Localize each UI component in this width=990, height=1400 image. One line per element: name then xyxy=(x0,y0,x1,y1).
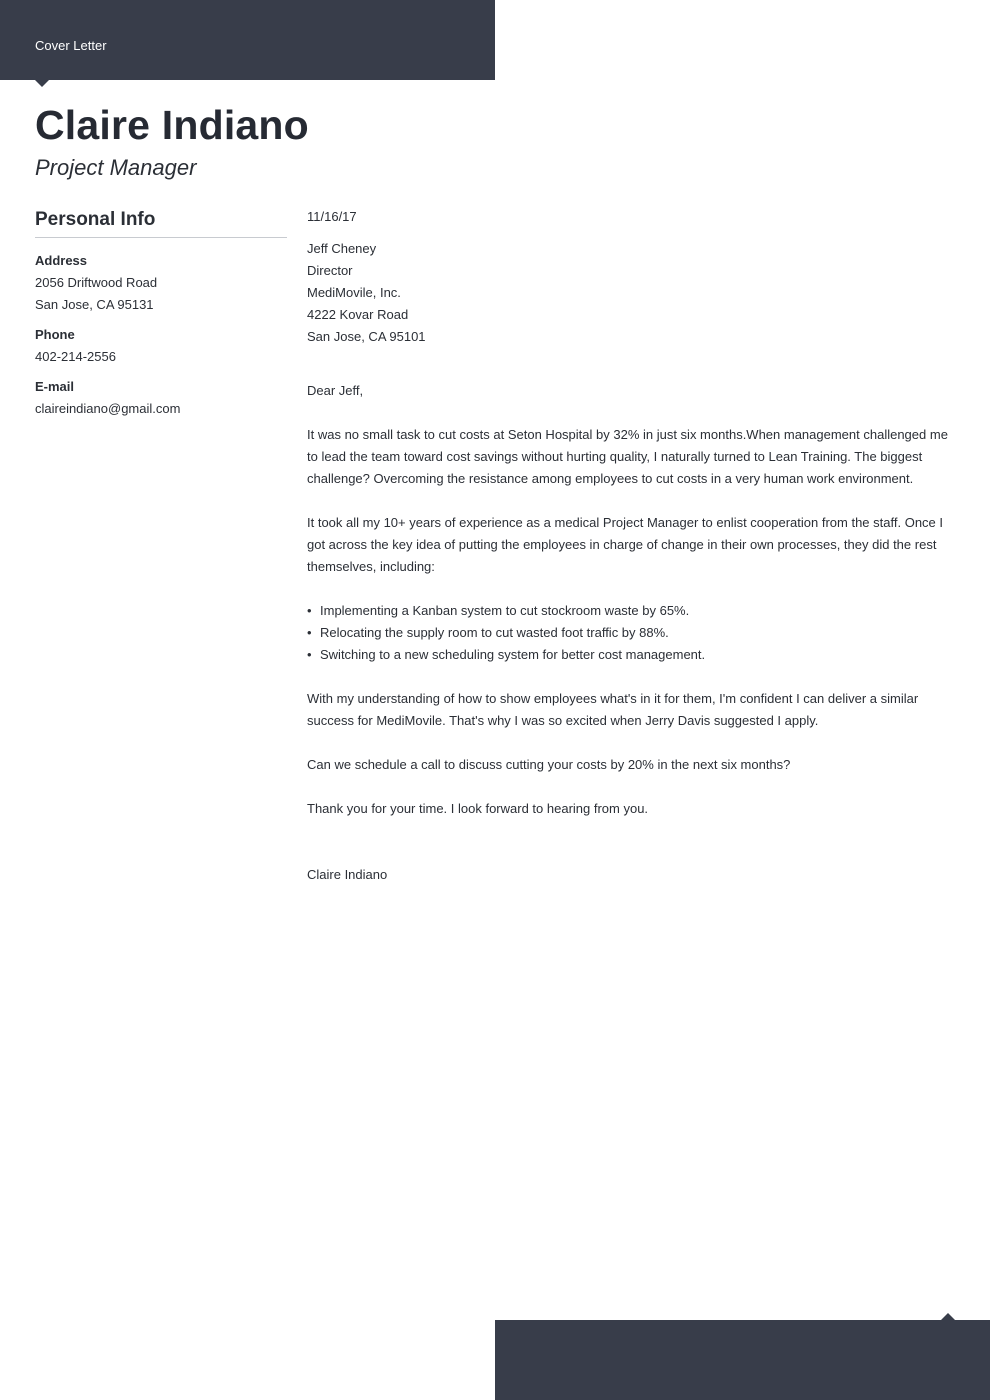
recipient-block xyxy=(307,238,957,348)
email-block xyxy=(35,376,287,420)
recipient-line: Director xyxy=(307,263,353,278)
letter-body xyxy=(307,206,957,886)
header-notch-marker xyxy=(35,80,49,87)
letter-paragraph: It was no small task to cut costs at Seton Hospital by 32% in just six months.When management challenged me to lead the team toward cost savings without hurting quality, I naturally turned to Lean Training. The biggest challenge? Overcoming the resistance among employees to cut costs in a very human work environment. xyxy=(307,427,948,486)
email-label: E-mail xyxy=(35,379,75,394)
footer-band xyxy=(495,1320,990,1400)
address-block xyxy=(35,250,287,316)
recipient-line: MediMovile, Inc. xyxy=(307,285,401,300)
letter-paragraph: It took all my 10+ years of experience as a medical Project Manager to enlist cooperation from the staff. Once I got across the key idea of putting the employees in charge of change in their own processes, they did the rest themselves, including: xyxy=(307,515,943,574)
recipient-line: 4222 Kovar Road xyxy=(307,307,409,322)
letter-greeting: Dear Jeff, xyxy=(307,383,364,398)
phone-value: 402-214-2556 xyxy=(35,349,116,364)
letter-paragraph: Thank you for your time. I look forward to hearing from you. xyxy=(307,801,649,816)
personal-info-sidebar xyxy=(35,209,287,420)
document-type-label: Cover Letter xyxy=(35,38,107,53)
personal-info-heading: Personal Info xyxy=(35,209,287,238)
letter-signature: Claire Indiano xyxy=(307,867,388,882)
achievement-list xyxy=(307,600,957,666)
list-item: • Relocating the supply room to cut wasted foot traffic by 88%. xyxy=(307,622,957,644)
recipient-line: San Jose, CA 95101 xyxy=(307,329,426,344)
address-label: Address xyxy=(35,253,88,268)
phone-block xyxy=(35,324,287,368)
header-band xyxy=(0,0,495,80)
email-value: claireindiano@gmail.com xyxy=(35,401,181,416)
list-item: • Implementing a Kanban system to cut stockroom waste by 65%. xyxy=(307,600,957,622)
address-line: 2056 Driftwood Road xyxy=(35,275,158,290)
letter-paragraph: Can we schedule a call to discuss cutting your costs by 20% in the next six months? xyxy=(307,757,791,772)
phone-label: Phone xyxy=(35,327,75,342)
letter-date: 11/16/17 xyxy=(307,209,357,224)
list-item: • Switching to a new scheduling system for better cost management. xyxy=(307,644,957,666)
footer-notch-marker xyxy=(941,1313,955,1320)
letter-paragraph: With my understanding of how to show employees what's in it for them, I'm confident I can deliver a similar success for MediMovile. That's why I was so excited when Jerry Davis suggested I apply. xyxy=(307,691,919,728)
address-line: San Jose, CA 95131 xyxy=(35,297,154,312)
applicant-role: Project Manager xyxy=(35,155,197,180)
recipient-line: Jeff Cheney xyxy=(307,241,377,256)
applicant-name: Claire Indiano xyxy=(35,102,309,148)
